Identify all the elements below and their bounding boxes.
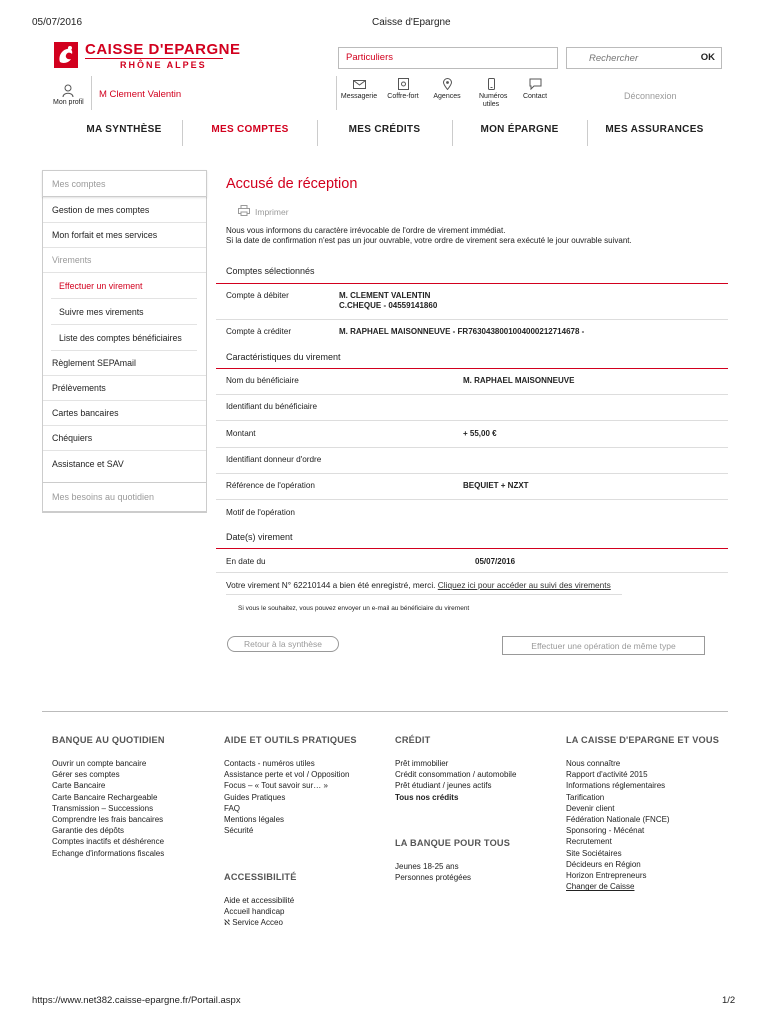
- info-text: [226, 226, 632, 246]
- back-to-summary-button[interactable]: Retour à la synthèse: [227, 636, 339, 652]
- print-title: Caisse d'Epargne: [372, 17, 451, 28]
- footer-list: [395, 758, 516, 803]
- sidebar-item-virements[interactable]: Virements: [43, 248, 206, 273]
- row-rule: [216, 420, 728, 421]
- row-label: Identifiant du bénéficiaire: [226, 402, 318, 411]
- brand-name[interactable]: CAISSE D'EPARGNE: [85, 41, 241, 58]
- brand-rule: [85, 58, 223, 59]
- row-rule: [216, 572, 728, 573]
- debit-label: Compte à débiter: [226, 291, 289, 300]
- footer-heading: CRÉDIT: [395, 735, 431, 745]
- amount-value: + 55,00 €: [463, 429, 497, 438]
- nav-mes-assurances[interactable]: MES ASSURANCES: [605, 124, 704, 135]
- footer-link[interactable]: Site Sociétaires: [566, 848, 622, 858]
- footer-link[interactable]: Garantie des dépôts: [52, 826, 125, 836]
- row-rule: [216, 447, 728, 448]
- search-ok-button[interactable]: OK: [700, 52, 715, 63]
- confirmation-message: [226, 580, 611, 590]
- footer-link[interactable]: Rapport d'activité 2015: [566, 770, 648, 780]
- sidebar-item-effectuer-virement[interactable]: Effectuer un virement: [51, 274, 197, 299]
- row-label: Montant: [226, 429, 256, 438]
- util-contact[interactable]: [511, 78, 559, 100]
- date-value: 05/07/2016: [475, 557, 516, 566]
- util-label: Messagerie: [340, 93, 378, 100]
- nav-mes-comptes[interactable]: MES COMPTES: [211, 124, 289, 135]
- footer-list: [395, 861, 471, 883]
- sidebar-besoins[interactable]: Mes besoins au quotidien: [42, 482, 207, 512]
- footer-list: [224, 895, 294, 929]
- sidebar-item-assistance[interactable]: Assistance et SAV: [52, 459, 124, 469]
- search-box: [566, 47, 722, 69]
- util-label: Contact: [522, 93, 548, 100]
- debit-account: C.CHEQUE - 04559141860: [339, 301, 438, 310]
- footer-link[interactable]: Carte Bancaire: [52, 781, 106, 791]
- sidebar-item-beneficiaires[interactable]: Liste des comptes bénéficiaires: [51, 326, 197, 351]
- util-numeros-utiles[interactable]: [467, 78, 515, 109]
- section-dates: Date(s) virement: [226, 532, 293, 542]
- footer-link[interactable]: Tous nos crédits: [395, 792, 459, 802]
- footer-link[interactable]: Devenir client: [566, 803, 615, 813]
- footer-link[interactable]: Carte Bancaire Rechargeable: [52, 792, 158, 802]
- section-rule: [216, 283, 728, 284]
- section-comptes: Comptes sélectionnés: [226, 266, 315, 276]
- footer-list: [566, 758, 670, 892]
- footer-link[interactable]: Jeunes 18-25 ans: [395, 862, 459, 871]
- debit-name: M. CLEMENT VALENTIN: [339, 291, 431, 300]
- footer-link[interactable]: Personnes protégées: [395, 873, 472, 883]
- print-link[interactable]: Imprimer: [255, 207, 289, 217]
- footer-link[interactable]: Horizon Entrepreneurs: [566, 871, 647, 881]
- print-url: https://www.net382.caisse-epargne.fr/Portail.aspx: [32, 995, 241, 1006]
- ear-icon: ℵ: [224, 918, 230, 928]
- print-page-number: 1/2: [722, 995, 736, 1006]
- footer-link[interactable]: Accueil handicap: [224, 907, 285, 917]
- sidebar-item-cartes[interactable]: Cartes bancaires: [43, 401, 206, 426]
- confirmation-text: Votre virement N° 62210144 a bien été enregistré, merci.: [226, 580, 436, 590]
- util-messagerie[interactable]: [335, 78, 383, 100]
- sidebar-item-forfait[interactable]: Mon forfait et mes services: [43, 223, 206, 248]
- info-line: Si la date de confirmation n'est pas un jour ouvrable, votre ordre de virement sera exécuté le jour ouvrable suivant.: [226, 236, 632, 245]
- footer-link[interactable]: Fédération Nationale (FNCE): [566, 815, 670, 825]
- footer-link[interactable]: Crédit consommation / automobile: [395, 770, 517, 780]
- footer-heading: LA CAISSE D'EPARGNE ET VOUS: [566, 735, 720, 745]
- row-label: Référence de l'opération: [226, 481, 315, 490]
- row-value: M. RAPHAEL MAISONNEUVE: [463, 376, 575, 385]
- profile-link[interactable]: Mon profil: [53, 99, 84, 106]
- row-value: BEQUIET + NZXT: [463, 481, 529, 490]
- footer-link[interactable]: Nous connaître: [566, 759, 621, 768]
- footer-link[interactable]: Guides Pratiques: [224, 792, 286, 802]
- footer-rule: [42, 711, 728, 712]
- user-icon[interactable]: [62, 84, 74, 97]
- footer-link[interactable]: Focus – « Tout savoir sur… »: [224, 781, 328, 791]
- footer-link[interactable]: Mentions légales: [224, 815, 285, 825]
- footer-list: [224, 758, 349, 836]
- search-input[interactable]: [567, 48, 692, 68]
- segment-selector[interactable]: Particuliers: [338, 47, 558, 69]
- phone-icon: [485, 78, 498, 90]
- sidebar-item-sepamail[interactable]: Règlement SEPAmail: [43, 351, 206, 376]
- sidebar-item-suivre-virements[interactable]: Suivre mes virements: [51, 300, 197, 325]
- page-title: Accusé de réception: [226, 176, 358, 192]
- footer-link[interactable]: Comprendre les frais bancaires: [52, 815, 164, 825]
- footer-link[interactable]: Contacts - numéros utiles: [224, 759, 315, 768]
- footer-heading: BANQUE AU QUOTIDIEN: [52, 735, 165, 745]
- footer-link[interactable]: Prêt étudiant / jeunes actifs: [395, 781, 492, 791]
- row-rule: [216, 394, 728, 395]
- footer-link[interactable]: Prêt immobilier: [395, 759, 449, 768]
- footer-link[interactable]: Tarification: [566, 792, 605, 802]
- speech-icon: [529, 78, 542, 90]
- username: M Clement Valentin: [99, 89, 182, 100]
- footer-link[interactable]: Gérer ses comptes: [52, 770, 120, 780]
- footer-link[interactable]: Sécurité: [224, 826, 254, 836]
- row-label: Identifiant donneur d'ordre: [226, 455, 322, 464]
- debit-value: [339, 291, 437, 311]
- safe-icon: [397, 78, 410, 90]
- pin-icon: [441, 78, 454, 90]
- footer-link[interactable]: [224, 917, 294, 928]
- footer-link-label: Service Acceo: [232, 918, 283, 928]
- divider: [91, 76, 92, 110]
- footer-list: [52, 758, 164, 859]
- row-label: Motif de l'opération: [226, 508, 295, 517]
- squirrel-logo-icon[interactable]: [54, 42, 78, 68]
- footer-link[interactable]: Ouvrir un compte bancaire: [52, 759, 147, 768]
- footer-heading: ACCESSIBILITÉ: [224, 872, 297, 882]
- printer-icon[interactable]: [238, 205, 250, 216]
- footer-heading: LA BANQUE POUR TOUS: [395, 838, 511, 848]
- footer-link[interactable]: Echange d'informations fiscales: [52, 848, 165, 858]
- email-note[interactable]: Si vous le souhaitez, vous pouvez envoyer un e-mail au bénéficiaire du virement: [238, 605, 470, 612]
- nav-mon-epargne[interactable]: MON ÉPARGNE: [480, 124, 559, 135]
- row-rule: [216, 473, 728, 474]
- util-label: Numéros utiles: [479, 93, 508, 108]
- credit-value: M. RAPHAEL MAISONNEUVE - FR7630438001004000212714678 -: [339, 327, 585, 336]
- logout-link[interactable]: Déconnexion: [624, 91, 677, 101]
- footer-link[interactable]: Assistance perte et vol / Opposition: [224, 770, 350, 780]
- same-operation-button[interactable]: Effectuer une opération de même type: [502, 636, 705, 655]
- sidebar-header[interactable]: Mes comptes: [42, 170, 207, 197]
- footer-link[interactable]: Recrutement: [566, 837, 612, 847]
- footer-link[interactable]: Sponsoring - Mécénat: [566, 826, 645, 836]
- nav-mes-credits[interactable]: MES CRÉDITS: [348, 124, 421, 135]
- sidebar-item-gestion[interactable]: Gestion de mes comptes: [43, 198, 206, 223]
- footer-link[interactable]: Aide et accessibilité: [224, 896, 295, 905]
- row-rule: [226, 594, 622, 595]
- footer-link[interactable]: Transmission – Successions: [52, 803, 154, 813]
- row-rule: [216, 499, 728, 500]
- suivi-virements-link[interactable]: Cliquez ici pour accéder au suivi des virements: [437, 580, 611, 590]
- footer-heading: AIDE ET OUTILS PRATIQUES: [224, 735, 357, 745]
- nav-ma-synthese[interactable]: MA SYNTHÈSE: [86, 124, 162, 135]
- section-rule: [216, 368, 728, 369]
- mail-icon: [353, 78, 366, 90]
- info-line: Nous vous informons du caractère irrévocable de l'ordre de virement immédiat.: [226, 226, 506, 235]
- footer-link[interactable]: Informations réglementaires: [566, 781, 666, 791]
- sidebar-item-chequiers[interactable]: Chéquiers: [43, 426, 206, 451]
- changer-de-caisse-link[interactable]: Changer de Caisse: [566, 882, 635, 892]
- util-coffre-fort[interactable]: [379, 78, 427, 100]
- row-rule: [216, 319, 728, 320]
- credit-label: Compte à créditer: [226, 327, 292, 336]
- footer-link[interactable]: Décideurs en Région: [566, 859, 641, 869]
- footer-link[interactable]: FAQ: [224, 803, 241, 813]
- brand-region: RHÔNE ALPES: [120, 60, 207, 70]
- section-caracteristiques: Caractéristiques du virement: [226, 352, 341, 362]
- section-rule: [216, 548, 728, 549]
- util-label: Coffre-fort: [387, 93, 419, 100]
- row-label: Nom du bénéficiaire: [226, 376, 299, 385]
- footer-link[interactable]: Comptes inactifs et déshérence: [52, 837, 165, 847]
- util-agences[interactable]: [423, 78, 471, 100]
- print-date: 05/07/2016: [32, 17, 83, 28]
- sidebar-item-prelevements[interactable]: Prélèvements: [43, 376, 206, 401]
- util-label: Agences: [433, 93, 461, 100]
- date-label: En date du: [226, 557, 266, 566]
